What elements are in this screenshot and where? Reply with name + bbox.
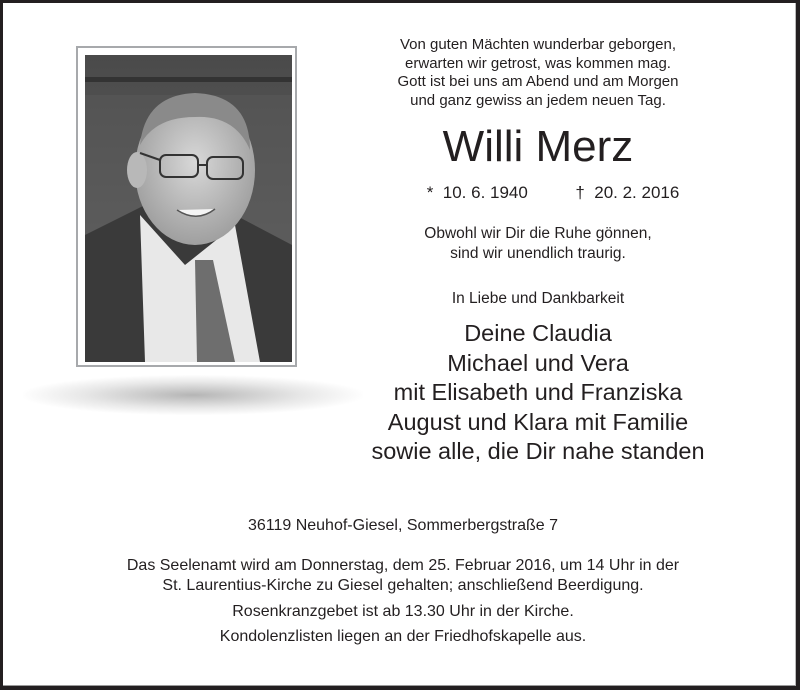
mourners-list xyxy=(343,319,733,467)
obituary-card xyxy=(3,3,796,686)
quote xyxy=(343,224,733,263)
death-cross-icon: † xyxy=(575,183,585,202)
verse-line: Von guten Mächten wunderbar geborgen, xyxy=(399,36,677,53)
verse-line: Gott ist bei uns am Abend und am Morgen xyxy=(397,73,679,90)
service-line: St. Laurentius-Kirche zu Giesel gehalten; anschließend Beerdigung. xyxy=(162,577,644,594)
mourner: mit Elisabeth und Franziska xyxy=(393,379,683,405)
birth-star-icon: * xyxy=(426,183,434,202)
quote-line: sind wir unendlich traurig. xyxy=(450,244,626,262)
death-date: 20. 2. 2016 xyxy=(594,183,680,202)
verse-line: erwarten wir getrost, was kommen mag. xyxy=(405,54,671,72)
service-line: Das Seelenamt wird am Donnerstag, dem 25. Februar 2016, um 14 Uhr in der xyxy=(126,557,680,574)
mourner: Michael und Vera xyxy=(447,349,629,376)
mourner: sowie alle, die Dir nahe standen xyxy=(371,438,705,464)
verse-line: und ganz gewiss an jedem neuen Tag. xyxy=(410,91,666,109)
service-info xyxy=(43,556,763,596)
mourner: August und Klara mit Familie xyxy=(387,408,689,435)
condolence-info: Kondolenzlisten liegen an der Friedhofskapelle aus. xyxy=(219,628,587,645)
quote-line: Obwohl wir Dir die Ruhe gönnen, xyxy=(424,225,652,242)
address: 36119 Neuhof-Giesel, Sommerbergstraße 7 xyxy=(247,517,559,534)
rosary-info: Rosenkranzgebet ist ab 13.30 Uhr in der Kirche. xyxy=(232,603,574,620)
life-dates xyxy=(423,182,683,204)
portrait-photo xyxy=(85,55,292,362)
verse xyxy=(343,36,733,110)
deceased-name: Willi Merz xyxy=(442,122,634,171)
thanks-line: In Liebe und Dankbarkeit xyxy=(451,290,625,307)
photo-frame xyxy=(76,46,297,367)
photo-shadow xyxy=(23,375,363,415)
birth-date: 10. 6. 1940 xyxy=(442,183,528,202)
mourner: Deine Claudia xyxy=(464,320,612,346)
